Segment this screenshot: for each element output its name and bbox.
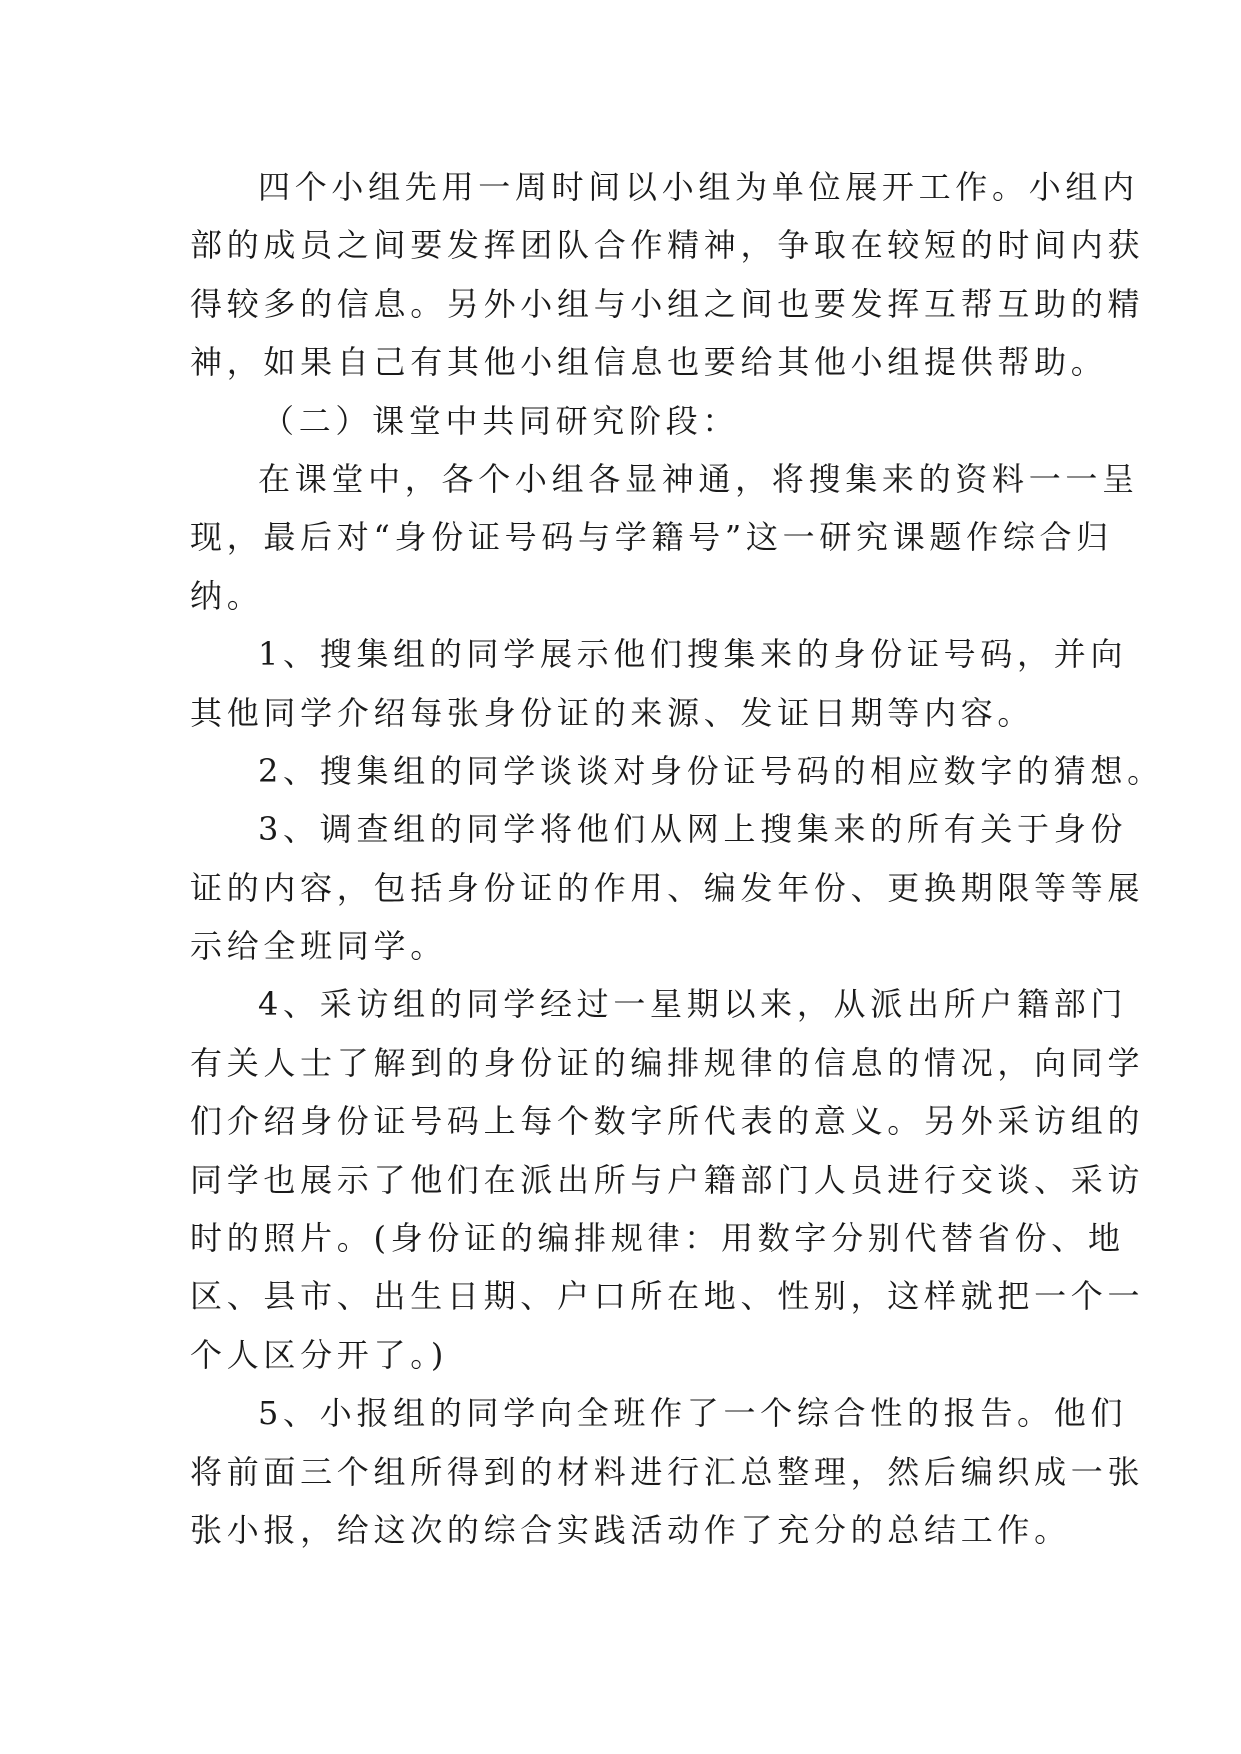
text-line: 现，最后对“身份证号码与学籍号”这一研究课题作综合归 [190, 518, 1113, 557]
text-line: 同学也展示了他们在派出所与户籍部门人员进行交谈、采访 [190, 1160, 1145, 1199]
text-line: 1、搜集组的同学展示他们搜集来的身份证号码，并向 [258, 635, 1128, 674]
text-line: 区、县市、出生日期、户口所在地、性别，这样就把一个一 [190, 1277, 1145, 1316]
text-line: 纳。 [190, 576, 264, 615]
list-item-1 [190, 625, 1128, 742]
section-heading [190, 392, 1090, 450]
paragraph-group-work [190, 158, 1145, 392]
text-line: 其他同学介绍每张身份证的来源、发证日期等内容。 [190, 693, 1035, 732]
document-body [190, 158, 1164, 1559]
text-line: 时的照片。(身份证的编排规律：用数字分别代替省份、地 [190, 1219, 1125, 1258]
text-line: 将前面三个组所得到的材料进行汇总整理，然后编织成一张 [190, 1452, 1145, 1491]
text-line: 张小报，给这次的综合实践活动作了充分的总结工作。 [190, 1510, 1071, 1549]
text-line: 在课堂中，各个小组各显神通，将搜集来的资料一一呈 [258, 459, 1139, 498]
text-line: 5、小报组的同学向全班作了一个综合性的报告。他们 [258, 1394, 1128, 1433]
text-line: 四个小组先用一周时间以小组为单位展开工作。小组内 [258, 168, 1139, 206]
list-item-3 [190, 800, 1145, 975]
list-item-5 [190, 1384, 1145, 1559]
list-item-2 [190, 742, 1164, 800]
paragraph-classroom [190, 450, 1139, 625]
list-item-4 [190, 975, 1145, 1384]
text-line: 示给全班同学。 [190, 927, 447, 966]
text-line: （二）课堂中共同研究阶段： [262, 401, 740, 440]
text-line: 们介绍身份证号码上每个数字所代表的意义。另外采访组的 [190, 1102, 1145, 1141]
text-line: 得较多的信息。另外小组与小组之间也要发挥互帮互助的精 [190, 284, 1145, 323]
text-line: 2、搜集组的同学谈谈对身份证号码的相应数字的猜想。 [258, 751, 1164, 790]
text-line: 3、调查组的同学将他们从网上搜集来的所有关于身份 [258, 810, 1128, 849]
text-line: 个人区分开了。) [190, 1335, 449, 1374]
text-line: 部的成员之间要发挥团队合作精神，争取在较短的时间内获 [190, 226, 1145, 265]
text-line: 有关人士了解到的身份证的编排规律的信息的情况，向同学 [190, 1043, 1145, 1082]
text-line: 4、采访组的同学经过一星期以来，从派出所户籍部门 [258, 985, 1128, 1024]
text-line: 证的内容，包括身份证的作用、编发年份、更换期限等等展 [190, 868, 1145, 907]
text-line: 神，如果自己有其他小组信息也要给其他小组提供帮助。 [190, 343, 1108, 382]
